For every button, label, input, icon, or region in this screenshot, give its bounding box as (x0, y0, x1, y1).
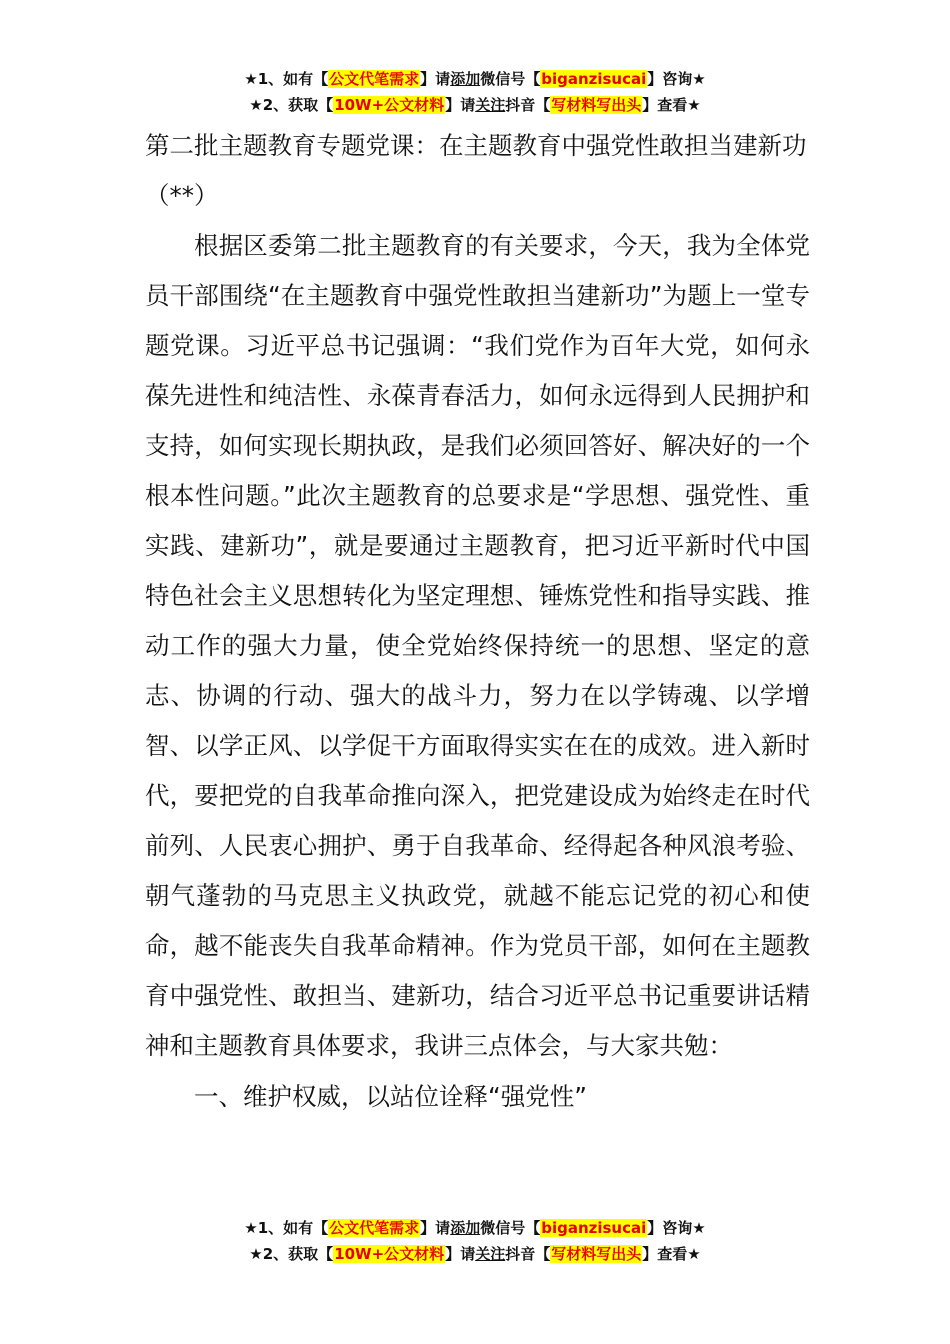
promo-text: ★1、如有【 (244, 70, 329, 88)
promo-text: 微信号【 (480, 70, 541, 88)
promo-text: 】查看★ (642, 96, 701, 114)
promo-douyin-name: 写材料写出头 (551, 1245, 642, 1263)
promo-text: 】请 (420, 70, 451, 88)
promo-banner-bottom (0, 1215, 950, 1267)
document-content (145, 121, 810, 1122)
promo-underlined-text: 关注 (475, 96, 506, 114)
promo-line-1 (0, 1215, 950, 1241)
promo-underlined-text: 添加 (450, 70, 481, 88)
promo-highlight: 公文代笔需求 (329, 70, 420, 88)
promo-text: 】请 (445, 96, 476, 114)
promo-line-2 (0, 1241, 950, 1267)
promo-text: ★2、获取【 (249, 96, 334, 114)
promo-highlight: 10W+公文材料 (334, 1245, 445, 1263)
promo-wechat-id: biganzisucai (541, 1219, 647, 1237)
promo-highlight: 公文代笔需求 (329, 1219, 420, 1237)
document-title: 第二批主题教育专题党课：在主题教育中强党性敢担当建新功（**） (145, 131, 807, 210)
section-heading: 一、维护权威，以站位诠释“强党性” (194, 1082, 587, 1111)
promo-text: 微信号【 (480, 1219, 541, 1237)
promo-highlight: 10W+公文材料 (334, 96, 445, 114)
promo-text: ★2、获取【 (249, 1245, 334, 1263)
promo-underlined-text: 添加 (450, 1219, 481, 1237)
promo-text: 】查看★ (642, 1245, 701, 1263)
promo-text: ★1、如有【 (244, 1219, 329, 1237)
promo-text: 】请 (445, 1245, 476, 1263)
promo-banner-top (0, 66, 950, 118)
body-paragraph: 根据区委第二批主题教育的有关要求，今天，我为全体党员干部围绕“在主题教育中强党性敢担当建新功”为题上一堂专题党课。习近平总书记强调：“我们党作为百年大党，如何永葆先进性和纯洁性、永葆青春活力，如何永远得到人民拥护和支持，如何实现长期执政，是我们必须回答好、解决好的一个根本性问题。”此次主题教育的总要求是“学思想、强党性、重实践、建新功”，就是要通过主题教育，把习近平新时代中国特色社会主义思想转化为坚定理想、锤炼党性和指导实践、推动工作的强大力量，使全党始终保持统一的思想、坚定的意志、协调的行动、强大的战斗力，努力在以学铸魂、以学增智、以学正风、以学促干方面取得实实在在的成效。进入新时代，要把党的自我革命推向深入，把党建设成为始终走在时代前列、人民衷心拥护、勇于自我革命、经得起各种风浪考验、朝气蓬勃的马克思主义执政党，就越不能忘记党的初心和使命，越不能丧失自我革命精神。作为党员干部，如何在主题教育中强党性、敢担当、建新功，结合习近平总书记重要讲话精神和主题教育具体要求，我讲三点体会，与大家共勉： (145, 231, 810, 1060)
promo-douyin-name: 写材料写出头 (551, 96, 642, 114)
promo-text: 抖音【 (505, 96, 551, 114)
promo-text: 】请 (420, 1219, 451, 1237)
promo-underlined-text: 关注 (475, 1245, 506, 1263)
promo-line-1 (0, 66, 950, 92)
promo-text: 】咨询★ (647, 70, 706, 88)
promo-text: 抖音【 (505, 1245, 551, 1263)
promo-line-2 (0, 92, 950, 118)
promo-text: 】咨询★ (647, 1219, 706, 1237)
promo-wechat-id: biganzisucai (541, 70, 647, 88)
